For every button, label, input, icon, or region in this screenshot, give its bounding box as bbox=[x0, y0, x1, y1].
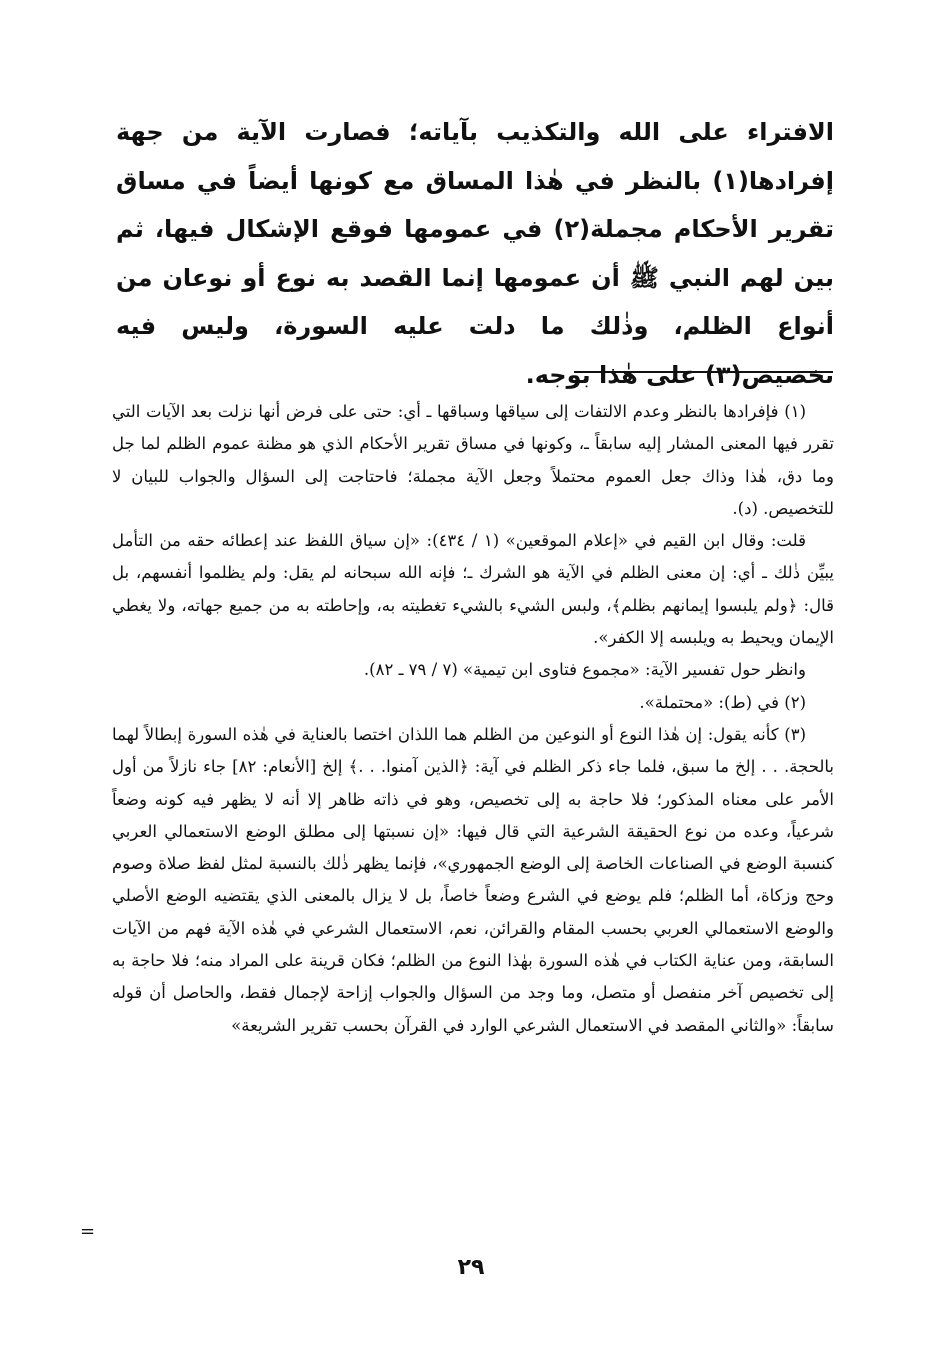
main-paragraph: الافتراء على الله والتكذيب بآياته؛ فصارت الآية من جهة إفرادها(١) بالنظر في هٰذا المساق مع كونها أيضاً في مساق تقرير الأحكام مجملة(٢) في عمومها فوقع الإشكال فيها، ثم بين لهم النبي ﷺ أن عمومها إنما القصد به نوع أو نوعان من أنواع الظلم، وذٰلك ما دلت عليه السورة، وليس فيه تخصيص(٣) على هٰذا بوجه. bbox=[116, 118, 834, 389]
footnote-1: (١) فإفرادها بالنظر وعدم الالتفات إلى سياقها وسباقها ـ أي: حتى على فرض أنها نزلت بعد الآيات التي تقرر فيها المعنى المشار إليه سابقاً ـ، وكونها في مساق تقرير الأحكام الذي هو مظنة عموم الظلم لما جل وما دق، هٰذا وذاك جعل العموم محتملاً وجعل الآية مجملة؛ فاحتاجت إلى السؤال والجواب للبيان لا للتخصيص. (د). bbox=[112, 402, 834, 518]
page-number: ٢٩ bbox=[457, 1255, 485, 1280]
continuation-mark: = bbox=[80, 1221, 96, 1242]
footnote-3: (٣) كأنه يقول: إن هٰذا النوع أو النوعين من الظلم هما اللذان اختصا بالعناية في هٰذه السورة إبطالاً لهما بالحجة. . . إلخ ما سبق، فلما جاء ذكر الظلم في آية: ﴿الذين آمنوا. . .﴾ إلخ [الأنعام: ٨٢] جاء نازلاً من أول الأمر على معناه المذكور؛ فلا حاجة به إلى تخصيص، وهو في ذاته ظاهر إلا أنه لا يظهر فيه كونه وضعاً شرعياً، وعده من نوع الحقيقة الشرعية التي قال فيها: «إن نسبتها إلى مطلق الوضع الاستعمالي العربي كنسبة الوضع في الصناعات الخاصة إلى الوضع الجمهوري»، فإنما يظهر ذٰلك بالنسبة لمثل لفظ صلاة وصوم وحج وزكاة، أما الظلم؛ فلم يوضع في الشرع وضعاً خاصاً، بل لا يزال بالمعنى الذي يقتضيه الوضع الأصلي والوضع الاستعمالي العربي بحسب المقام والقرائن، نعم، الاستعمال الشرعي في هٰذه الآية فهم من الآيات السابقة، ومن عناية الكتاب في هٰذه السورة بهٰذا النوع من الظلم؛ فكان قرينة على المراد منه؛ فلا حاجة به إلى تخصيص آخر منفصل أو متصل، وما وجد من السؤال والجواب إزاحة لإجمال فقط، والحاصل أن قوله سابقاً: «والثاني المقصد في الاستعمال الشرعي الوارد في القرآن بحسب تقرير الشريعة» bbox=[112, 724, 834, 1035]
main-text bbox=[116, 108, 834, 399]
footnote-1-quote: قلت: وقال ابن القيم في «إعلام الموقعين» (١ / ٤٣٤): «إن سياق اللفظ عند إعطائه حقه من التأمل يبيِّن ذٰلك ـ أي: إن معنى الظلم في الآية هو الشرك ـ؛ فإنه الله سبحانه لم يقل: ولم يظلموا أنفسهم، بل قال: ﴿ولم يلبسوا إيمانهم بظلم﴾، ولبس الشيء بالشيء تغطيته به، وإحاطته به من جميع جهاته، ولا يغطي الإيمان ويحيط به ويلبسه إلا الكفر». bbox=[112, 531, 834, 648]
footnote-1-reference: وانظر حول تفسير الآية: «مجموع فتاوى ابن تيمية» (٧ / ٧٩ ـ ٨٢). bbox=[363, 660, 806, 680]
footnote-2: (٢) في (ط): «محتملة». bbox=[639, 692, 806, 712]
footnotes bbox=[112, 396, 834, 1042]
footnote-separator bbox=[574, 371, 833, 373]
